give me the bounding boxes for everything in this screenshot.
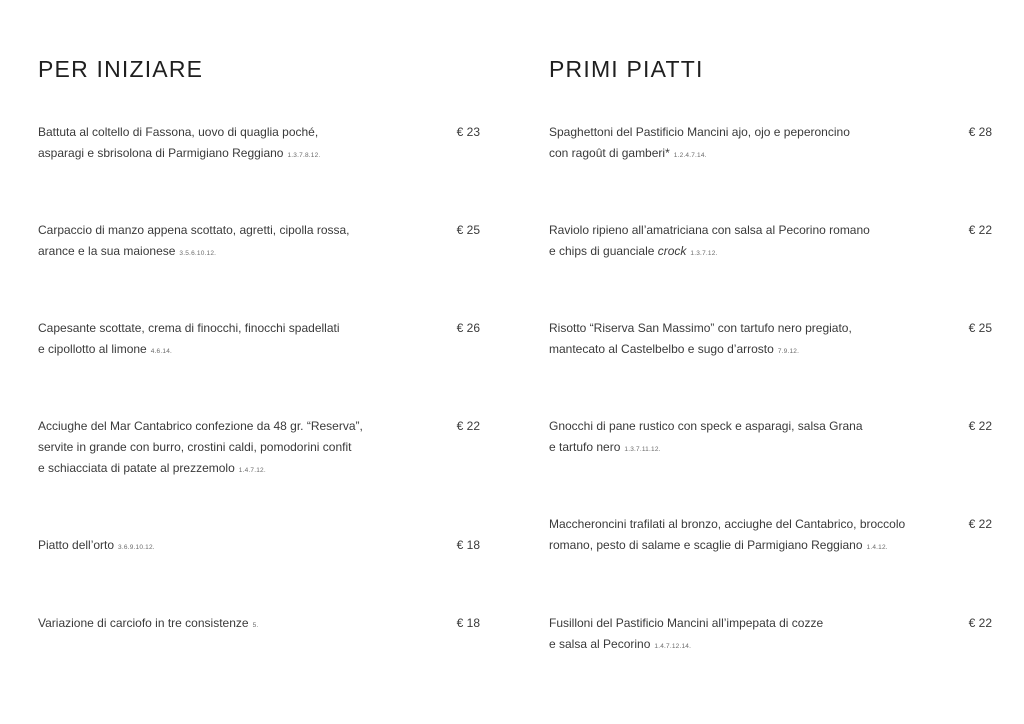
dish-price: € 22 [968, 517, 992, 531]
dish-price: € 18 [456, 616, 480, 630]
menu-item [38, 416, 480, 481]
allergen-codes: 3.5.6.10.12. [179, 250, 217, 257]
menu-item [549, 122, 992, 166]
allergen-codes: 1.3.7.11.12. [624, 446, 661, 453]
allergen-codes: 4.6.14. [150, 348, 173, 355]
dish-price: € 22 [968, 419, 992, 433]
dish-description: Gnocchi di pane rustico con speck e asparagi, salsa Grana e tartufo nero 1.3.7.11.12. [549, 419, 863, 454]
allergen-codes: 1.4.12. [866, 544, 888, 551]
menu-item [549, 220, 992, 264]
menu-item [38, 122, 480, 166]
section-title: PRIMI PIATTI [549, 56, 704, 82]
section-title: PER INIZIARE [38, 56, 204, 82]
allergen-codes: 1.3.7.12. [690, 250, 718, 257]
dish-description: Spaghettoni del Pastificio Mancini ajo, ojo e peperoncino con ragoût di gamberi* 1.2.4.7.14. [549, 125, 850, 160]
allergen-codes: 3.6.9.10.12. [118, 544, 155, 551]
dish-description: Piatto dell’orto 3.6.9.10.12. [38, 538, 155, 552]
dish-price: € 18 [456, 538, 480, 552]
allergen-codes: 1.4.7.12. [238, 467, 266, 474]
dish-description: Carpaccio di manzo appena scottato, agretti, cipolla rossa, arance e la sua maionese 3.5.6.10.12. [38, 223, 350, 258]
dish-description: Battuta al coltello di Fassona, uovo di quaglia poché, asparagi e sbrisolona di Parmigiano Reggiano 1.3.7.8.12. [38, 125, 321, 160]
dish-description: Fusilloni del Pastificio Mancini all’impepata di cozze e salsa al Pecorino 1.4.7.12.14. [549, 616, 824, 651]
allergen-codes: 5. [252, 622, 259, 629]
dish-price: € 25 [968, 321, 992, 335]
dish-price: € 26 [456, 321, 480, 335]
dish-description: Variazione di carciofo in tre consistenze 5. [38, 616, 259, 630]
dish-price: € 22 [968, 616, 992, 630]
dish-description: Risotto “Riserva San Massimo” con tartufo nero pregiato, mantecato al Castelbelbo e sugo d’arrosto 7.9.12. [549, 321, 852, 356]
menu-item [38, 535, 480, 558]
dish-description: Raviolo ripieno all’amatriciana con salsa al Pecorino romano e chips di guanciale crock 1.3.7.12. [549, 223, 870, 258]
allergen-codes: 1.3.7.8.12. [287, 152, 321, 159]
menu-item [38, 220, 480, 264]
dish-price: € 23 [456, 125, 480, 139]
allergen-codes: 7.9.12. [777, 348, 800, 355]
allergen-codes: 1.4.7.12.14. [654, 643, 692, 650]
menu-item [549, 318, 992, 362]
menu-item [549, 514, 992, 558]
menu-item [549, 613, 992, 657]
menu-item [549, 416, 992, 460]
dish-price: € 28 [968, 125, 992, 139]
menu-item [38, 318, 480, 362]
dish-price: € 22 [456, 419, 480, 433]
menu-item [38, 613, 480, 636]
dish-description: Acciughe del Mar Cantabrico confezione da 48 gr. “Reserva”, servite in grande con burro, crostini caldi, pomodorini confit e schiacciata di patate al prezzemolo 1.4.7.12. [38, 419, 363, 475]
allergen-codes: 1.2.4.7.14. [673, 152, 707, 159]
dish-price: € 25 [456, 223, 480, 237]
dish-description: Capesante scottate, crema di finocchi, finocchi spadellati e cipollotto al limone 4.6.14. [38, 321, 340, 356]
dish-description: Maccheroncini trafilati al bronzo, acciughe del Cantabrico, broccolo romano, pesto di salame e scaglie di Parmigiano Reggiano 1.4.12. [549, 517, 906, 552]
dish-price: € 22 [968, 223, 992, 237]
